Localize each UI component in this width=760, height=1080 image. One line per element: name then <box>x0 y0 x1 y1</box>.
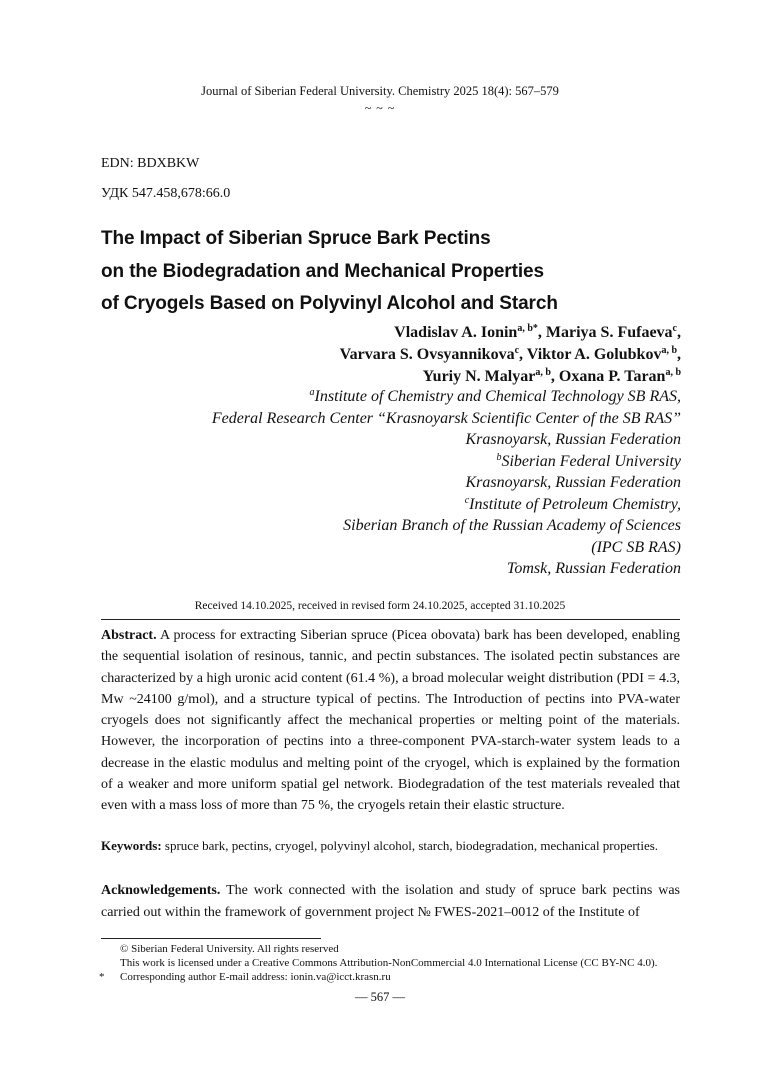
affiliation-line: Siberian Branch of the Russian Academy of Sciences <box>343 517 681 534</box>
udk-line: УДК 547.458,678:66.0 <box>101 186 231 201</box>
affiliation-line: (IPC SB RAS) <box>591 538 681 556</box>
author-name: Vladislav A. Ionin <box>394 324 518 341</box>
title-line: of Cryogels Based on Polyvinyl Alcohol and Starch <box>101 293 558 314</box>
section-divider <box>101 619 680 620</box>
footnote-asterisk: * <box>99 971 105 983</box>
author-affiliation-mark: c <box>672 323 677 334</box>
title-line: on the Biodegradation and Mechanical Properties <box>101 260 544 282</box>
affiliation-line: Tomsk, Russian Federation <box>506 560 681 577</box>
received-dates: Received 14.10.2025, received in revised form 24.10.2025, accepted 31.10.2025 <box>194 600 566 612</box>
journal-header: Journal of Siberian Federal University. Chemistry 2025 18(4): 567–579 <box>201 84 559 98</box>
author-affiliation-mark: a, b <box>535 367 551 378</box>
acknowledgements <box>101 880 680 924</box>
header-ornament: ~ ~ ~ <box>364 101 396 115</box>
author-name: Oxana P. Taran <box>558 368 666 385</box>
footnote-divider <box>101 938 321 939</box>
author-affiliation-mark: a, b <box>665 367 681 378</box>
paper-title <box>101 223 681 321</box>
acknowledgements-text: The work connected with the isolation and study of spruce bark pectins was carried out within the framework of government project № FWES-2021–0012 of the Institute of <box>101 883 680 920</box>
affiliation-line: $^a$Institute of Chemistry and Chemical Technology SB RAS, <box>309 387 681 405</box>
author-line: Vladislav A. Ionin$^{a, b*}$, Mariya S. Fufaeva$^c$, <box>394 323 681 341</box>
affiliation-line: Krasnoyarsk, Russian Federation <box>465 431 681 448</box>
author-list <box>340 322 681 388</box>
author-affiliation-mark: a, b* <box>517 323 538 334</box>
keywords <box>101 836 680 856</box>
footnote-license: This work is licensed under a Creative Commons Attribution-NonCommercial 4.0 International License (CC BY-NC 4.0). <box>120 957 658 969</box>
page-number: — 567 — <box>355 990 405 1004</box>
keywords-label: Keywords: <box>101 838 162 853</box>
affiliation-line: Krasnoyarsk, Russian Federation <box>465 474 681 491</box>
author-name: Viktor A. Golubkov <box>526 346 662 363</box>
abstract-label: Abstract. <box>101 628 157 643</box>
abstract-text: A process for extracting Siberian spruce (Picea obovata) bark has been developed, enabling the sequential isolation of resinous, tannic, and pectin substances. The isolated pectin substances are characterized by a high uronic acid content (61.4 %), a broad molecular weight distribution (PDI = 4.3, Mw ~24100 g/mol), and a structure typical of pectins. The Introduction of pectins into PVA-water cryogels does not significantly affect the mechanical properties or melting point of the materials. However, the incorporation of pectins into a three-component PVA-starch-water system leads to a decrease in the elastic modulus and melting point of the cryogel, which is explained by the formation of a weaker and more uniform spatial gel network. Biodegradation of the test materials revealed that even with a mass loss of more than 75 %, the cryogels retain their elastic structure. <box>101 628 680 814</box>
title-line: The Impact of Siberian Spruce Bark Pectins <box>101 228 491 249</box>
author-name: Yuriy N. Malyar <box>422 368 536 385</box>
abstract <box>101 625 680 817</box>
keywords-text: spruce bark, pectins, cryogel, polyvinyl alcohol, starch, biodegradation, mechanical properties. <box>164 838 659 853</box>
author-name: Mariya S. Fufaeva <box>545 324 673 341</box>
author-name: Varvara S. Ovsyannikova <box>339 346 515 363</box>
author-line: Yuriy N. Malyar$^{a, b}$, Oxana P. Taran$^{a, b}$ <box>422 367 681 385</box>
footnote-corresponding: Corresponding author E-mail address: ionin.va@icct.krasn.ru <box>120 971 391 983</box>
edn-line: EDN: BDXBKW <box>101 156 200 171</box>
author-affiliation-mark: a, b <box>661 345 677 356</box>
footnote-copyright: © Siberian Federal University. All rights reserved <box>120 943 339 955</box>
affiliations <box>212 386 681 580</box>
author-affiliation-mark: c <box>514 345 520 356</box>
acknowledgements-label: Acknowledgements. <box>101 883 221 898</box>
affiliation-line: $^b$Siberian Federal University <box>496 451 681 470</box>
affiliation-line: Federal Research Center “Krasnoyarsk Scientific Center of the SB RAS” <box>211 409 681 427</box>
affiliation-line: $^c$Institute of Petroleum Chemistry, <box>464 494 681 513</box>
author-line: Varvara S. Ovsyannikova$^c$, Viktor A. Golubkov$^{a, b}$, <box>339 345 681 363</box>
